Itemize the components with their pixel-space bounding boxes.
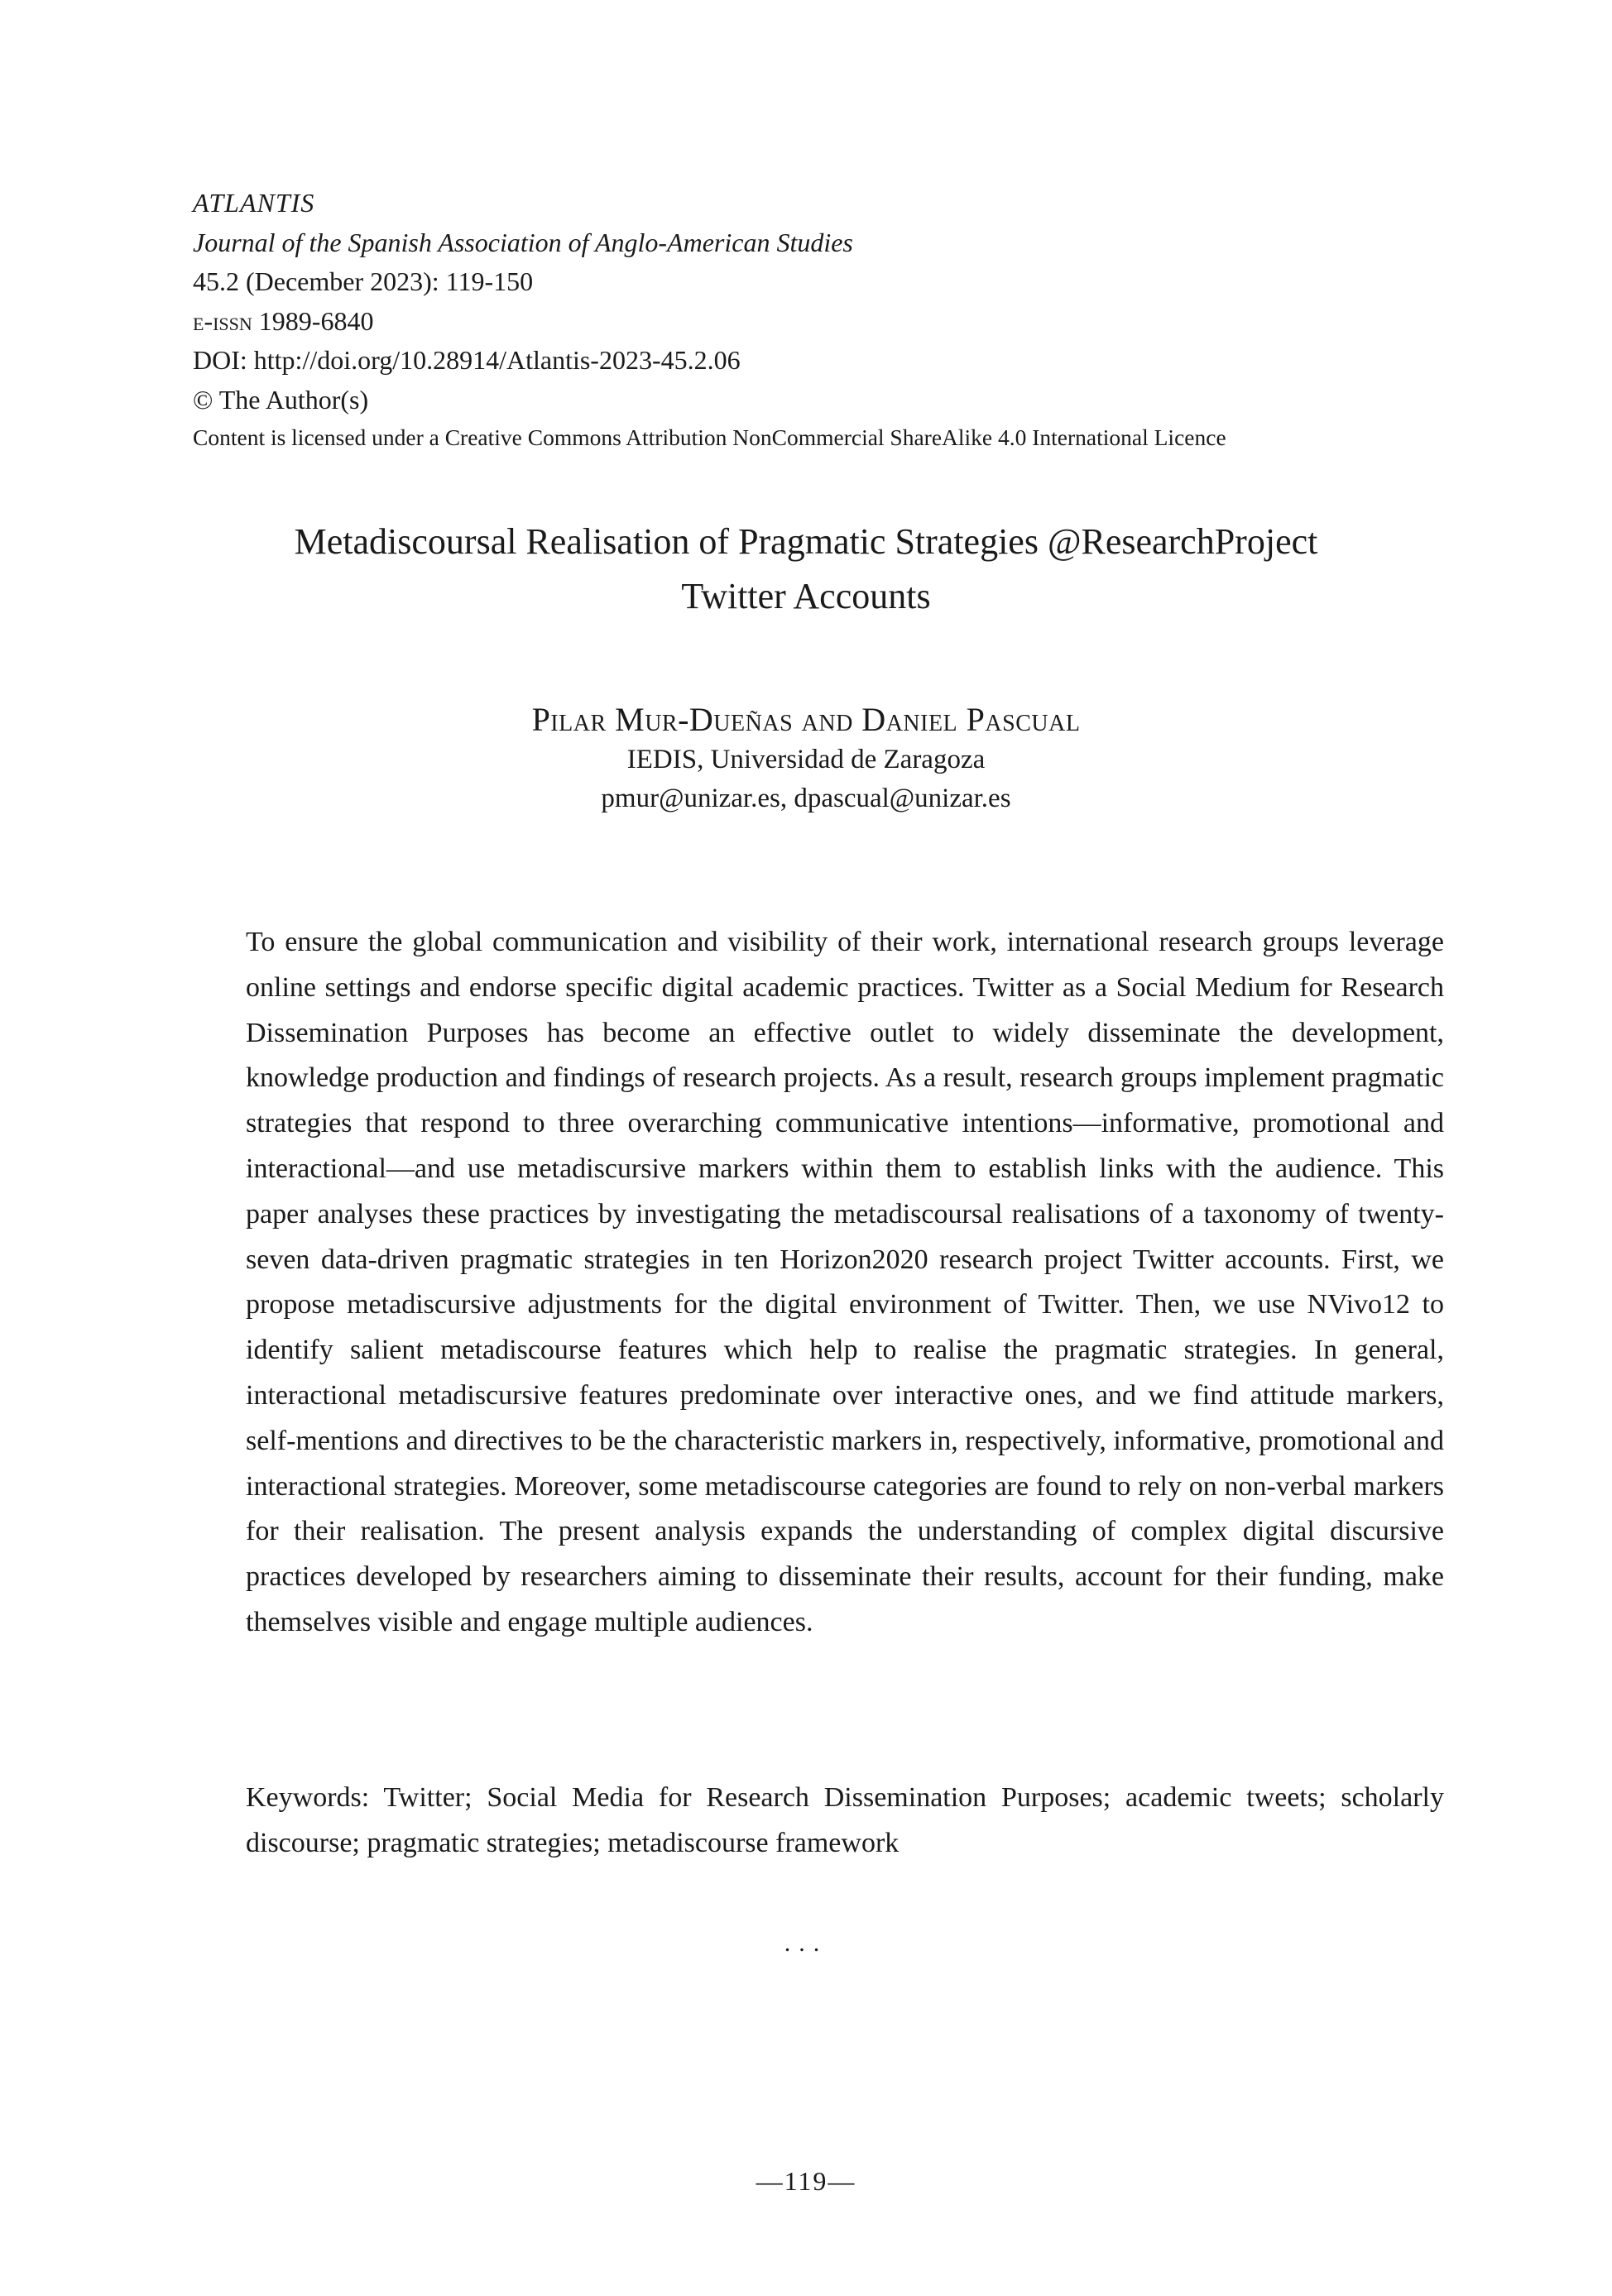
article-title (0, 515, 1612, 624)
doi-link[interactable]: DOI: http://doi.org/10.28914/Atlantis-2023-45.2.06 (193, 345, 741, 375)
issn-label: e-issn (193, 305, 252, 336)
issn-value: 1989-6840 (258, 305, 374, 336)
author-block (0, 699, 1612, 818)
keywords-paragraph: Keywords: Twitter; Social Media for Research Dissemination Purposes; academic tweets; scholarly discourse; pragmatic strategies; metadiscourse framework (246, 1782, 1444, 1858)
copyright-notice: © The Author(s) (193, 384, 369, 415)
author-names: Pilar Mur-Dueñas and Daniel Pascual (531, 701, 1081, 738)
journal-name: ATLANTIS (193, 188, 315, 218)
issn-line (193, 302, 1484, 342)
article-title-line-2: Twitter Accounts (681, 576, 931, 616)
author-affiliation: IEDIS, Universidad de Zaragoza (626, 745, 986, 774)
abstract-paragraph: To ensure the global communication and visibility of their work, international research groups leverage online settings and endorse specific digital academic practices. Twitter as a Social Medium for Research Dissemination Purposes has become an effective outlet to widely disseminate the development, knowledge production and findings of research projects. As a result, research groups implement pragmatic strategies that respond to three overarching communicative intentions—informative, promotional and interactional—and use metadiscursive markers within them to establish links with the audience. This paper analyses these practices by investigating the metadiscoursal realisations of a taxonomy of twenty-seven data-driven pragmatic strategies in ten Horizon2020 research project Twitter accounts. First, we propose metadiscursive adjustments for the digital environment of Twitter. Then, we use NVivo12 to identify salient metadiscourse features which help to realise the pragmatic strategies. In general, interactional metadiscursive features predominate over interactive ones, and we find attitude markers, self-mentions and directives to be the characteristic markers in, respectively, informative, promotional and interactional strategies. Moreover, some metadiscourse categories are found to rely on non-verbal markers for their realisation. The present analysis expands the understanding of complex digital discursive practices developed by researchers aiming to disseminate their results, account for their funding, make themselves visible and engage multiple audiences. (246, 927, 1444, 1637)
journal-header (193, 184, 1484, 456)
author-emails[interactable]: pmur@unizar.es, dpascual@unizar.es (601, 784, 1011, 813)
license-notice: Content is licensed under a Creative Commons Attribution NonCommercial ShareAlike 4.0 International Licence (193, 424, 1226, 450)
journal-subtitle: Journal of the Spanish Association of Anglo-American Studies (193, 227, 853, 257)
section-separator: ... (784, 1929, 828, 1957)
page-number: —119— (756, 2166, 856, 2196)
issue-info: 45.2 (December 2023): 119-150 (193, 266, 534, 296)
article-title-line-1: Metadiscoursal Realisation of Pragmatic Strategies @ResearchProject (294, 521, 1318, 562)
